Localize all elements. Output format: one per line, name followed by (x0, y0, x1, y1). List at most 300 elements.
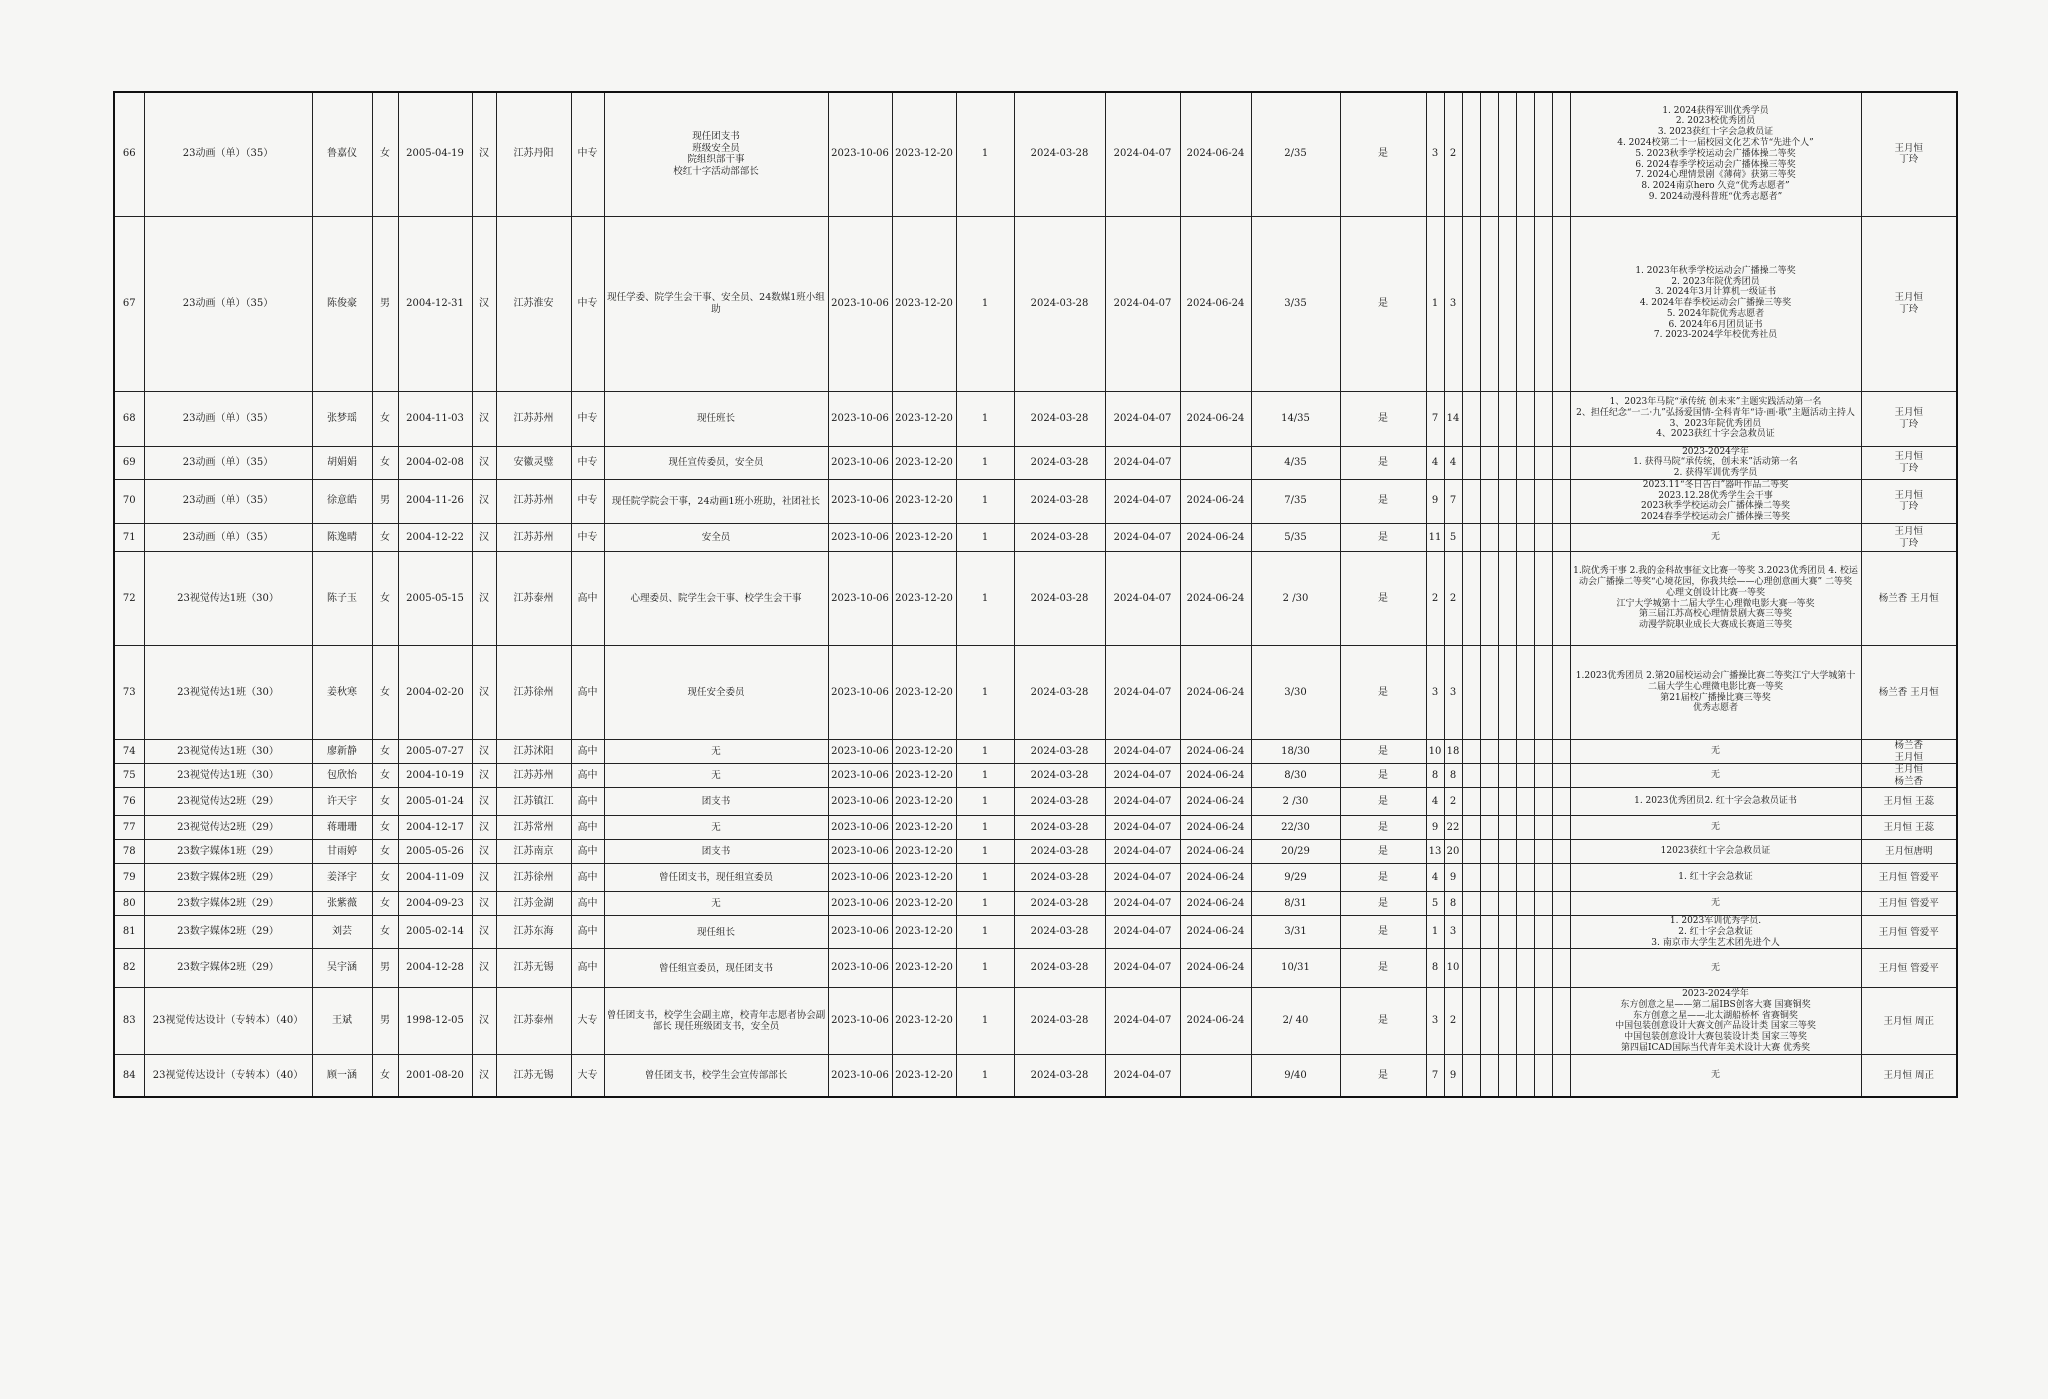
count-cell: 1 (956, 916, 1014, 949)
empty-cell (1498, 1055, 1516, 1097)
table-row (114, 864, 1957, 892)
empty-cell (1516, 864, 1534, 892)
date-5-cell: 2024-06-24 (1180, 988, 1251, 1055)
empty-cell (1498, 864, 1516, 892)
gender-cell: 女 (372, 916, 398, 949)
empty-cell (1462, 788, 1480, 816)
date-2-cell: 2023-12-20 (892, 916, 956, 949)
score-2-cell: 8 (1444, 892, 1462, 916)
score-2-cell: 14 (1444, 391, 1462, 446)
student-name-cell: 王斌 (312, 988, 372, 1055)
positions-held-cell: 现任院学院会干事，24动画1班小班助，社团社长 (604, 479, 828, 523)
class-rank-cell: 22/30 (1251, 816, 1340, 840)
gender-cell: 女 (372, 646, 398, 740)
birth-date-cell: 2005-02-14 (398, 916, 472, 949)
empty-cell (1552, 949, 1570, 988)
gender-cell: 男 (372, 949, 398, 988)
score-1-cell: 9 (1426, 479, 1444, 523)
date-3-cell: 2024-03-28 (1014, 524, 1105, 552)
student-name-cell: 张紫薇 (312, 892, 372, 916)
native-place-cell: 江苏无锡 (496, 1055, 571, 1097)
date-5-cell: 2024-06-24 (1180, 524, 1251, 552)
student-roster-table (113, 91, 1958, 1098)
education-level-cell: 中专 (571, 216, 604, 391)
date-1-cell: 2023-10-06 (828, 949, 892, 988)
approval-flag-cell: 是 (1340, 892, 1426, 916)
count-cell: 1 (956, 92, 1014, 216)
honors-cell: 无 (1570, 816, 1861, 840)
empty-cell (1480, 740, 1498, 764)
native-place-cell: 江苏淮安 (496, 216, 571, 391)
positions-held-cell: 现任组长 (604, 916, 828, 949)
ethnicity-cell: 汉 (472, 916, 496, 949)
contact-teachers-cell: 王月恒 丁玲 (1861, 446, 1957, 479)
class-name-cell: 23数字媒体2班（29） (144, 892, 312, 916)
approval-flag-cell: 是 (1340, 646, 1426, 740)
student-name-cell: 吴宇涵 (312, 949, 372, 988)
ethnicity-cell: 汉 (472, 92, 496, 216)
approval-flag-cell: 是 (1340, 816, 1426, 840)
positions-held-cell: 无 (604, 816, 828, 840)
empty-cell (1534, 840, 1552, 864)
date-4-cell: 2024-04-07 (1105, 1055, 1180, 1097)
native-place-cell: 江苏徐州 (496, 864, 571, 892)
empty-cell (1534, 446, 1552, 479)
empty-cell (1516, 740, 1534, 764)
ethnicity-cell: 汉 (472, 524, 496, 552)
birth-date-cell: 2004-11-26 (398, 479, 472, 523)
class-name-cell: 23视觉传达1班（30） (144, 764, 312, 788)
empty-cell (1516, 524, 1534, 552)
student-name-cell: 陈逸晴 (312, 524, 372, 552)
date-2-cell: 2023-12-20 (892, 816, 956, 840)
row-number-cell: 75 (114, 764, 144, 788)
date-3-cell: 2024-03-28 (1014, 816, 1105, 840)
empty-cell (1498, 764, 1516, 788)
date-2-cell: 2023-12-20 (892, 740, 956, 764)
class-name-cell: 23数字媒体2班（29） (144, 916, 312, 949)
education-level-cell: 高中 (571, 764, 604, 788)
empty-cell (1498, 816, 1516, 840)
class-name-cell: 23数字媒体1班（29） (144, 840, 312, 864)
contact-teachers-cell: 王月恒唐明 (1861, 840, 1957, 864)
date-1-cell: 2023-10-06 (828, 988, 892, 1055)
roster-body (114, 92, 1957, 1097)
empty-cell (1462, 916, 1480, 949)
class-rank-cell: 2 /30 (1251, 788, 1340, 816)
gender-cell: 男 (372, 988, 398, 1055)
date-5-cell: 2024-06-24 (1180, 552, 1251, 646)
honors-cell: 无 (1570, 524, 1861, 552)
score-2-cell: 5 (1444, 524, 1462, 552)
native-place-cell: 江苏镇江 (496, 788, 571, 816)
score-2-cell: 2 (1444, 788, 1462, 816)
count-cell: 1 (956, 892, 1014, 916)
date-1-cell: 2023-10-06 (828, 646, 892, 740)
student-name-cell: 许天宇 (312, 788, 372, 816)
date-5-cell: 2024-06-24 (1180, 840, 1251, 864)
empty-cell (1498, 524, 1516, 552)
empty-cell (1462, 646, 1480, 740)
class-name-cell: 23动画（单）（35） (144, 216, 312, 391)
contact-teachers-cell: 王月恒 周正 (1861, 1055, 1957, 1097)
education-level-cell: 中专 (571, 391, 604, 446)
student-name-cell: 顾一涵 (312, 1055, 372, 1097)
empty-cell (1552, 740, 1570, 764)
score-2-cell: 10 (1444, 949, 1462, 988)
empty-cell (1480, 92, 1498, 216)
approval-flag-cell: 是 (1340, 988, 1426, 1055)
native-place-cell: 江苏金湖 (496, 892, 571, 916)
empty-cell (1552, 864, 1570, 892)
row-number-cell: 76 (114, 788, 144, 816)
empty-cell (1552, 524, 1570, 552)
empty-cell (1480, 764, 1498, 788)
education-level-cell: 中专 (571, 479, 604, 523)
empty-cell (1462, 92, 1480, 216)
positions-held-cell: 曾任团支书，现任组宣委员 (604, 864, 828, 892)
positions-held-cell: 曾任组宣委员，现任团支书 (604, 949, 828, 988)
score-1-cell: 5 (1426, 892, 1444, 916)
empty-cell (1498, 740, 1516, 764)
date-5-cell (1180, 446, 1251, 479)
ethnicity-cell: 汉 (472, 479, 496, 523)
contact-teachers-cell: 王月恒 丁玲 (1861, 391, 1957, 446)
native-place-cell: 江苏无锡 (496, 949, 571, 988)
positions-held-cell: 现任班长 (604, 391, 828, 446)
student-name-cell: 张梦瑶 (312, 391, 372, 446)
empty-cell (1462, 949, 1480, 988)
honors-cell: 12023获红十字会急救员证 (1570, 840, 1861, 864)
empty-cell (1516, 840, 1534, 864)
ethnicity-cell: 汉 (472, 552, 496, 646)
approval-flag-cell: 是 (1340, 740, 1426, 764)
ethnicity-cell: 汉 (472, 446, 496, 479)
class-rank-cell: 8/31 (1251, 892, 1340, 916)
student-name-cell: 鲁嘉仪 (312, 92, 372, 216)
approval-flag-cell: 是 (1340, 949, 1426, 988)
empty-cell (1498, 479, 1516, 523)
date-2-cell: 2023-12-20 (892, 949, 956, 988)
class-name-cell: 23动画（单）（35） (144, 391, 312, 446)
approval-flag-cell: 是 (1340, 92, 1426, 216)
date-2-cell: 2023-12-20 (892, 479, 956, 523)
approval-flag-cell: 是 (1340, 764, 1426, 788)
date-3-cell: 2024-03-28 (1014, 988, 1105, 1055)
date-4-cell: 2024-04-07 (1105, 988, 1180, 1055)
empty-cell (1498, 988, 1516, 1055)
count-cell: 1 (956, 216, 1014, 391)
date-1-cell: 2023-10-06 (828, 788, 892, 816)
row-number-cell: 74 (114, 740, 144, 764)
class-name-cell: 23数字媒体2班（29） (144, 949, 312, 988)
date-5-cell: 2024-06-24 (1180, 892, 1251, 916)
empty-cell (1552, 1055, 1570, 1097)
contact-teachers-cell: 王月恒 管爱平 (1861, 892, 1957, 916)
empty-cell (1462, 764, 1480, 788)
row-number-cell: 78 (114, 840, 144, 864)
row-number-cell: 72 (114, 552, 144, 646)
date-4-cell: 2024-04-07 (1105, 840, 1180, 864)
count-cell: 1 (956, 391, 1014, 446)
empty-cell (1462, 216, 1480, 391)
date-5-cell: 2024-06-24 (1180, 216, 1251, 391)
score-2-cell: 9 (1444, 864, 1462, 892)
empty-cell (1516, 479, 1534, 523)
education-level-cell: 高中 (571, 892, 604, 916)
score-1-cell: 3 (1426, 988, 1444, 1055)
empty-cell (1552, 840, 1570, 864)
row-number-cell: 70 (114, 479, 144, 523)
score-2-cell: 3 (1444, 646, 1462, 740)
table-row (114, 988, 1957, 1055)
date-2-cell: 2023-12-20 (892, 1055, 956, 1097)
table-row (114, 892, 1957, 916)
date-3-cell: 2024-03-28 (1014, 764, 1105, 788)
empty-cell (1480, 988, 1498, 1055)
empty-cell (1534, 949, 1552, 988)
row-number-cell: 84 (114, 1055, 144, 1097)
empty-cell (1516, 92, 1534, 216)
date-5-cell: 2024-06-24 (1180, 864, 1251, 892)
birth-date-cell: 2004-09-23 (398, 892, 472, 916)
score-2-cell: 8 (1444, 764, 1462, 788)
ethnicity-cell: 汉 (472, 892, 496, 916)
score-2-cell: 2 (1444, 988, 1462, 1055)
class-rank-cell: 18/30 (1251, 740, 1340, 764)
education-level-cell: 高中 (571, 646, 604, 740)
score-2-cell: 2 (1444, 92, 1462, 216)
row-number-cell: 82 (114, 949, 144, 988)
date-3-cell: 2024-03-28 (1014, 391, 1105, 446)
empty-cell (1462, 740, 1480, 764)
education-level-cell: 高中 (571, 949, 604, 988)
approval-flag-cell: 是 (1340, 552, 1426, 646)
empty-cell (1534, 740, 1552, 764)
approval-flag-cell: 是 (1340, 864, 1426, 892)
student-name-cell: 姜秋寒 (312, 646, 372, 740)
empty-cell (1534, 216, 1552, 391)
date-4-cell: 2024-04-07 (1105, 892, 1180, 916)
approval-flag-cell: 是 (1340, 524, 1426, 552)
count-cell: 1 (956, 764, 1014, 788)
empty-cell (1534, 916, 1552, 949)
class-name-cell: 23视觉传达1班（30） (144, 740, 312, 764)
table-row (114, 92, 1957, 216)
education-level-cell: 高中 (571, 740, 604, 764)
score-2-cell: 3 (1444, 916, 1462, 949)
class-rank-cell: 5/35 (1251, 524, 1340, 552)
date-2-cell: 2023-12-20 (892, 988, 956, 1055)
positions-held-cell: 现任宣传委员，安全员 (604, 446, 828, 479)
native-place-cell: 安徽灵璧 (496, 446, 571, 479)
contact-teachers-cell: 王月恒 王蕊 (1861, 816, 1957, 840)
birth-date-cell: 2005-01-24 (398, 788, 472, 816)
date-2-cell: 2023-12-20 (892, 92, 956, 216)
table-row (114, 816, 1957, 840)
empty-cell (1498, 216, 1516, 391)
score-2-cell: 2 (1444, 552, 1462, 646)
native-place-cell: 江苏苏州 (496, 391, 571, 446)
honors-cell: 1. 2024获得军训优秀学员 2. 2023校优秀团员 3. 2023获红十字会急救员证 4. 2024校第二十一届校园文化艺术节“先进个人” 5. 2023秋季学校运动会广播体操二等奖 6. 2024春季学校运动会广播体操三等奖 7. 2024心理情景剧《薄荷》获第三等奖 8. 2024南京hero 久竞“优秀志愿者” 9. 2024动漫科普班“优秀志愿者” (1570, 92, 1861, 216)
gender-cell: 女 (372, 552, 398, 646)
student-name-cell: 蒋珊珊 (312, 816, 372, 840)
native-place-cell: 江苏丹阳 (496, 92, 571, 216)
score-2-cell: 22 (1444, 816, 1462, 840)
date-2-cell: 2023-12-20 (892, 552, 956, 646)
date-1-cell: 2023-10-06 (828, 864, 892, 892)
gender-cell: 女 (372, 840, 398, 864)
date-2-cell: 2023-12-20 (892, 646, 956, 740)
empty-cell (1498, 840, 1516, 864)
gender-cell: 女 (372, 391, 398, 446)
empty-cell (1516, 391, 1534, 446)
date-5-cell: 2024-06-24 (1180, 479, 1251, 523)
row-number-cell: 73 (114, 646, 144, 740)
positions-held-cell: 安全员 (604, 524, 828, 552)
table-row (114, 1055, 1957, 1097)
date-5-cell (1180, 1055, 1251, 1097)
honors-cell: 1. 红十字会急救证 (1570, 864, 1861, 892)
date-4-cell: 2024-04-07 (1105, 524, 1180, 552)
table-row (114, 788, 1957, 816)
count-cell: 1 (956, 864, 1014, 892)
date-4-cell: 2024-04-07 (1105, 816, 1180, 840)
date-4-cell: 2024-04-07 (1105, 446, 1180, 479)
empty-cell (1552, 788, 1570, 816)
class-rank-cell: 7/35 (1251, 479, 1340, 523)
score-1-cell: 13 (1426, 840, 1444, 864)
education-level-cell: 大专 (571, 1055, 604, 1097)
date-3-cell: 2024-03-28 (1014, 916, 1105, 949)
native-place-cell: 江苏泰州 (496, 988, 571, 1055)
score-2-cell: 3 (1444, 216, 1462, 391)
empty-cell (1552, 816, 1570, 840)
contact-teachers-cell: 王月恒 丁玲 (1861, 524, 1957, 552)
date-4-cell: 2024-04-07 (1105, 646, 1180, 740)
class-rank-cell: 2 /30 (1251, 552, 1340, 646)
birth-date-cell: 2005-07-27 (398, 740, 472, 764)
honors-cell: 2023.11“冬日告白”器叶作品二等奖 2023.12.28优秀学生会干事 2023秋季学校运动会广播体操二等奖 2024春季学校运动会广播体操三等奖 (1570, 479, 1861, 523)
approval-flag-cell: 是 (1340, 479, 1426, 523)
native-place-cell: 江苏苏州 (496, 764, 571, 788)
table-row (114, 840, 1957, 864)
birth-date-cell: 2004-12-28 (398, 949, 472, 988)
class-rank-cell: 2/ 40 (1251, 988, 1340, 1055)
class-rank-cell: 3/30 (1251, 646, 1340, 740)
gender-cell: 男 (372, 479, 398, 523)
score-1-cell: 7 (1426, 391, 1444, 446)
score-1-cell: 8 (1426, 764, 1444, 788)
score-1-cell: 3 (1426, 92, 1444, 216)
date-5-cell: 2024-06-24 (1180, 788, 1251, 816)
date-1-cell: 2023-10-06 (828, 524, 892, 552)
birth-date-cell: 2004-12-22 (398, 524, 472, 552)
date-3-cell: 2024-03-28 (1014, 446, 1105, 479)
empty-cell (1480, 216, 1498, 391)
table-row (114, 764, 1957, 788)
date-1-cell: 2023-10-06 (828, 764, 892, 788)
honors-cell: 1. 2023年秋季学校运动会广播操二等奖 2. 2023年院优秀团员 3. 2024年3月计算机一级证书 4. 2024年春季校运动会广播操三等奖 5. 2024年院优秀志愿者 6. 2024年6月团员证书 7. 2023-2024学年校优秀社员 (1570, 216, 1861, 391)
count-cell: 1 (956, 740, 1014, 764)
class-rank-cell: 4/35 (1251, 446, 1340, 479)
date-1-cell: 2023-10-06 (828, 216, 892, 391)
class-name-cell: 23视觉传达1班（30） (144, 646, 312, 740)
gender-cell: 女 (372, 524, 398, 552)
education-level-cell: 高中 (571, 864, 604, 892)
birth-date-cell: 2004-02-20 (398, 646, 472, 740)
date-3-cell: 2024-03-28 (1014, 479, 1105, 523)
empty-cell (1498, 916, 1516, 949)
honors-cell: 1.院优秀干事 2.我的金科故事征文比赛一等奖 3.2023优秀团员 4. 校运动会广播操二等奖“心境花园，你我共绘——心理创意画大赛” 二等奖 心理文创设计比赛一等奖 江宁大学城第十二届大学生心理微电影大赛一等奖 第三届江苏高校心理情景剧大赛三等奖 动漫学院职业成长大赛成长赛道三等奖 (1570, 552, 1861, 646)
ethnicity-cell: 汉 (472, 788, 496, 816)
birth-date-cell: 2005-05-15 (398, 552, 472, 646)
education-level-cell: 大专 (571, 988, 604, 1055)
student-name-cell: 陈子玉 (312, 552, 372, 646)
empty-cell (1552, 988, 1570, 1055)
empty-cell (1462, 479, 1480, 523)
contact-teachers-cell: 王月恒 丁玲 (1861, 479, 1957, 523)
date-4-cell: 2024-04-07 (1105, 764, 1180, 788)
empty-cell (1480, 864, 1498, 892)
class-name-cell: 23动画（单）（35） (144, 446, 312, 479)
student-name-cell: 姜泽宇 (312, 864, 372, 892)
student-name-cell: 胡娟娟 (312, 446, 372, 479)
contact-teachers-cell: 王月恒 丁玲 (1861, 216, 1957, 391)
date-3-cell: 2024-03-28 (1014, 788, 1105, 816)
education-level-cell: 高中 (571, 816, 604, 840)
approval-flag-cell: 是 (1340, 840, 1426, 864)
honors-cell: 1. 2023优秀团员2. 红十字会急救员证书 (1570, 788, 1861, 816)
empty-cell (1498, 92, 1516, 216)
score-1-cell: 1 (1426, 916, 1444, 949)
date-2-cell: 2023-12-20 (892, 391, 956, 446)
education-level-cell: 高中 (571, 840, 604, 864)
date-1-cell: 2023-10-06 (828, 740, 892, 764)
date-2-cell: 2023-12-20 (892, 788, 956, 816)
ethnicity-cell: 汉 (472, 1055, 496, 1097)
contact-teachers-cell: 杨兰香 王月恒 (1861, 646, 1957, 740)
education-level-cell: 中专 (571, 524, 604, 552)
score-1-cell: 9 (1426, 816, 1444, 840)
table-row (114, 646, 1957, 740)
gender-cell: 女 (372, 764, 398, 788)
ethnicity-cell: 汉 (472, 740, 496, 764)
ethnicity-cell: 汉 (472, 216, 496, 391)
student-name-cell: 陈俊豪 (312, 216, 372, 391)
score-1-cell: 4 (1426, 864, 1444, 892)
row-number-cell: 71 (114, 524, 144, 552)
gender-cell: 女 (372, 1055, 398, 1097)
empty-cell (1480, 391, 1498, 446)
empty-cell (1480, 1055, 1498, 1097)
empty-cell (1552, 552, 1570, 646)
ethnicity-cell: 汉 (472, 391, 496, 446)
positions-held-cell: 团支书 (604, 840, 828, 864)
count-cell: 1 (956, 646, 1014, 740)
ethnicity-cell: 汉 (472, 840, 496, 864)
empty-cell (1498, 949, 1516, 988)
row-number-cell: 83 (114, 988, 144, 1055)
empty-cell (1552, 216, 1570, 391)
date-1-cell: 2023-10-06 (828, 892, 892, 916)
contact-teachers-cell: 王月恒 周正 (1861, 988, 1957, 1055)
empty-cell (1516, 1055, 1534, 1097)
empty-cell (1480, 646, 1498, 740)
count-cell: 1 (956, 524, 1014, 552)
empty-cell (1462, 816, 1480, 840)
education-level-cell: 高中 (571, 916, 604, 949)
